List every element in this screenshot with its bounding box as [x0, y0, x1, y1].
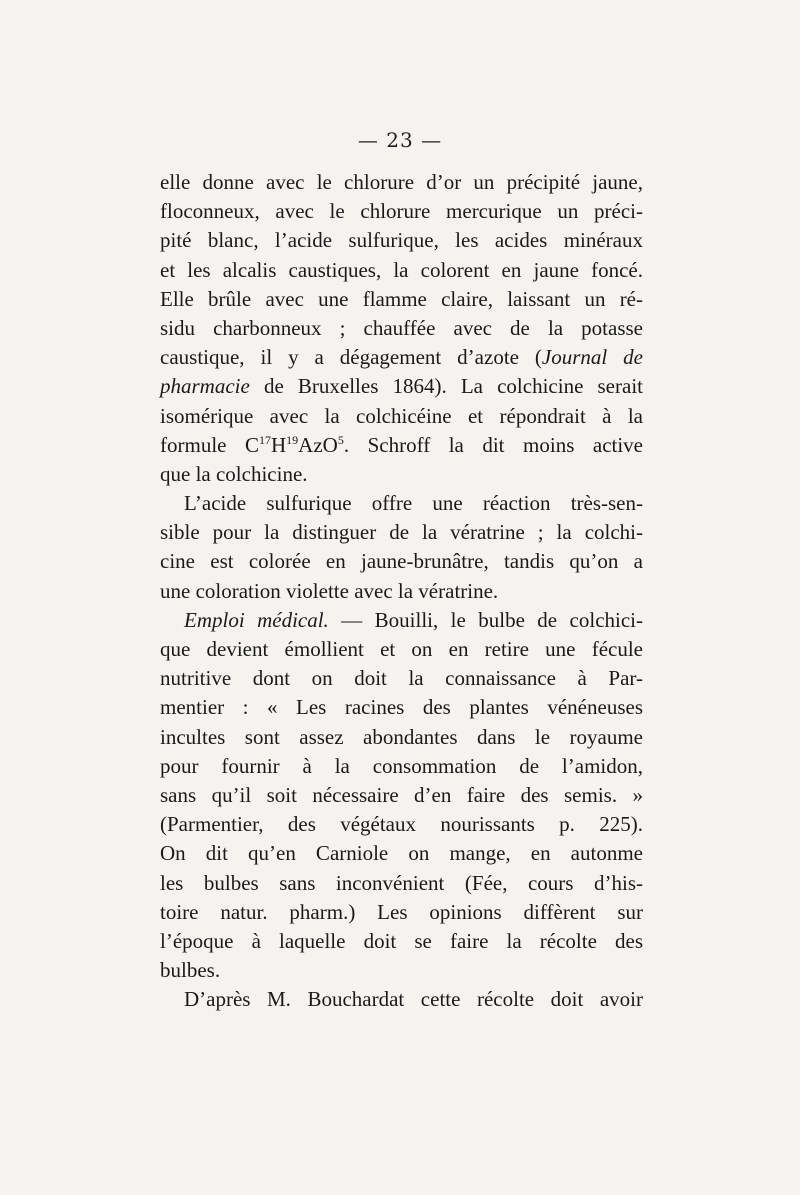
- text-line: bulbes.: [160, 958, 221, 983]
- text-line: pité blanc, l’acide sulfurique, les acides minéraux: [160, 228, 643, 253]
- journal-title: Journal de: [541, 345, 643, 370]
- text-line: elle donne avec le chlorure d’or un précipité jaune,: [160, 170, 643, 194]
- text-line: l’époque à laquelle doit se faire la récolte des: [160, 928, 643, 953]
- text-run: formule C: [160, 432, 259, 457]
- text-run: . Schroff la dit moins active: [343, 432, 644, 457]
- text-line: isomérique avec la colchicéine et répondrait à la: [160, 403, 643, 428]
- text-line: [160, 343, 643, 372]
- text-line: Elle brûle avec une flamme claire, laissant un ré-: [160, 286, 643, 311]
- text-run: — Bouilli, le bulbe de colchici-: [328, 607, 644, 632]
- section-heading: Emploi médical.: [184, 607, 329, 632]
- page-number: — 23 —: [357, 128, 443, 152]
- formula-superscript: 5: [337, 432, 344, 447]
- text-line: sidu charbonneux ; chauffée avec de la potasse: [160, 315, 643, 340]
- journal-title-cont: pharmacie: [160, 374, 250, 399]
- text-run: de Bruxelles 1864). La colchicine serait: [249, 374, 643, 399]
- text-line: sible pour la distinguer de la vératrine ; la colchi-: [160, 520, 643, 545]
- text-line: cine est colorée en jaune-brunâtre, tandis qu’on a: [160, 549, 643, 574]
- text-run: caustique, il y a dégagement d’azote (: [160, 345, 542, 370]
- text-line: nutritive dont on doit la connaissance à Par-: [160, 666, 643, 691]
- text-line: une coloration violette avec la vératrine.: [160, 578, 499, 603]
- text-line: D’après M. Bouchardat cette récolte doit avoir: [184, 987, 643, 1012]
- text-line: pour fournir à la consommation de l’amidon,: [160, 753, 643, 778]
- text-line: et les alcalis caustiques, la colorent en jaune foncé.: [160, 257, 643, 282]
- text-run: H: [271, 432, 287, 457]
- text-run: AzO: [298, 432, 338, 457]
- body-text: [160, 168, 643, 1014]
- text-line: [160, 431, 643, 460]
- text-line: mentier : « Les racines des plantes vénéneuses: [160, 695, 643, 720]
- text-line: que devient émollient et on en retire une fécule: [160, 637, 643, 661]
- text-line: les bulbes sans inconvénient (Fée, cours d’his-: [160, 870, 643, 895]
- text-line: [160, 606, 643, 635]
- text-line: toire natur. pharm.) Les opinions diffèrent sur: [160, 899, 643, 924]
- text-line: L’acide sulfurique offre une réaction très-sen-: [184, 491, 643, 516]
- text-line: [160, 372, 643, 401]
- text-line: incultes sont assez abondantes dans le royaume: [160, 724, 643, 749]
- formula-superscript: 17: [259, 432, 271, 447]
- text-line: que la colchicine.: [160, 461, 308, 486]
- text-line: On dit qu’en Carniole on mange, en autonme: [160, 841, 643, 866]
- formula-superscript: 19: [286, 432, 299, 447]
- text-line: (Parmentier, des végétaux nourissants p. 225).: [160, 812, 643, 837]
- text-line: floconneux, avec le chlorure mercurique un préci-: [160, 199, 643, 224]
- text-line: sans qu’il soit nécessaire d’en faire des semis. »: [160, 782, 643, 807]
